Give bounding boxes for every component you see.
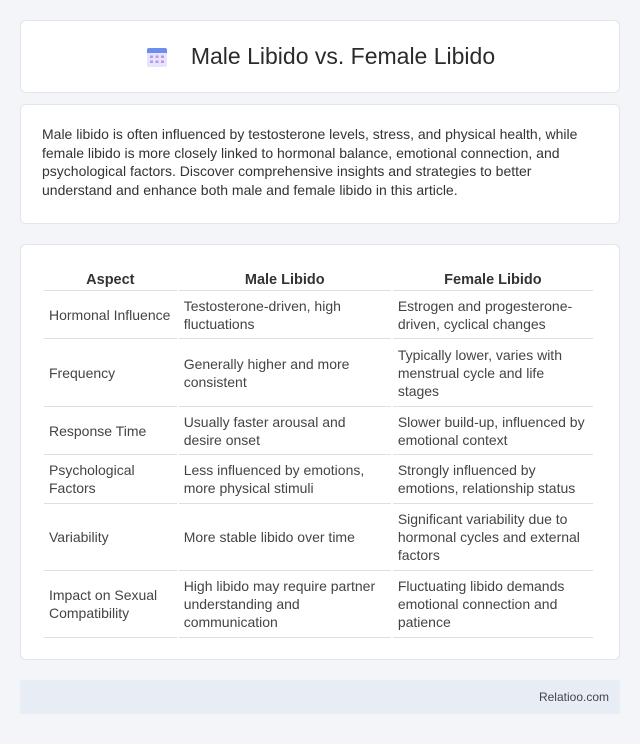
page-title: Male Libido vs. Female Libido — [190, 43, 496, 69]
table-row — [44, 571, 593, 638]
table-cell-male: Testosterone-driven, high fluctuations — [179, 291, 391, 339]
table-cell-aspect: Response Time — [44, 407, 177, 455]
table-cell-male: More stable libido over time — [179, 504, 391, 571]
column-header-male-libido: Male Libido — [179, 265, 391, 291]
footer-bar — [20, 680, 620, 714]
table-cell-female: Slower build-up, influenced by emotional context — [393, 407, 593, 455]
intro-card — [20, 104, 620, 224]
table-cell-female: Estrogen and progesterone-driven, cyclical changes — [393, 291, 593, 339]
table-row — [44, 504, 593, 571]
column-header-aspect: Aspect — [44, 265, 177, 291]
intro-paragraph: Male libido is often influenced by testosterone levels, stress, and physical health, while female libido is more closely linked to hormonal balance, emotional connection, and psychological factors. Discover comprehensive insights and strategies to better understand and enhance both male and female libido in this article. — [42, 126, 578, 198]
footer-brand: Relatioo.com — [538, 690, 609, 704]
comparison-table — [42, 265, 595, 638]
table-row — [44, 291, 593, 339]
table-row — [44, 455, 593, 504]
table-cell-aspect: Variability — [44, 504, 177, 571]
calendar-icon — [145, 45, 169, 69]
table-cell-aspect: Hormonal Influence — [44, 291, 177, 339]
table-cell-male: High libido may require partner understanding and communication — [179, 571, 391, 638]
table-cell-female: Strongly influenced by emotions, relationship status — [393, 455, 593, 504]
table-cell-aspect: Psychological Factors — [44, 455, 177, 504]
header-card — [20, 20, 620, 93]
table-cell-aspect: Impact on Sexual Compatibility — [44, 571, 177, 638]
comparison-table-card — [20, 244, 620, 660]
table-cell-male: Usually faster arousal and desire onset — [179, 407, 391, 455]
table-cell-male: Generally higher and more consistent — [179, 339, 391, 407]
column-header-female-libido: Female Libido — [393, 265, 593, 291]
table-cell-female: Typically lower, varies with menstrual cycle and life stages — [393, 339, 593, 407]
table-cell-female: Fluctuating libido demands emotional connection and patience — [393, 571, 593, 638]
table-header-row — [44, 265, 593, 291]
table-row — [44, 407, 593, 455]
table-cell-male: Less influenced by emotions, more physical stimuli — [179, 455, 391, 504]
table-cell-aspect: Frequency — [44, 339, 177, 407]
table-row — [44, 339, 593, 407]
table-cell-female: Significant variability due to hormonal cycles and external factors — [393, 504, 593, 571]
